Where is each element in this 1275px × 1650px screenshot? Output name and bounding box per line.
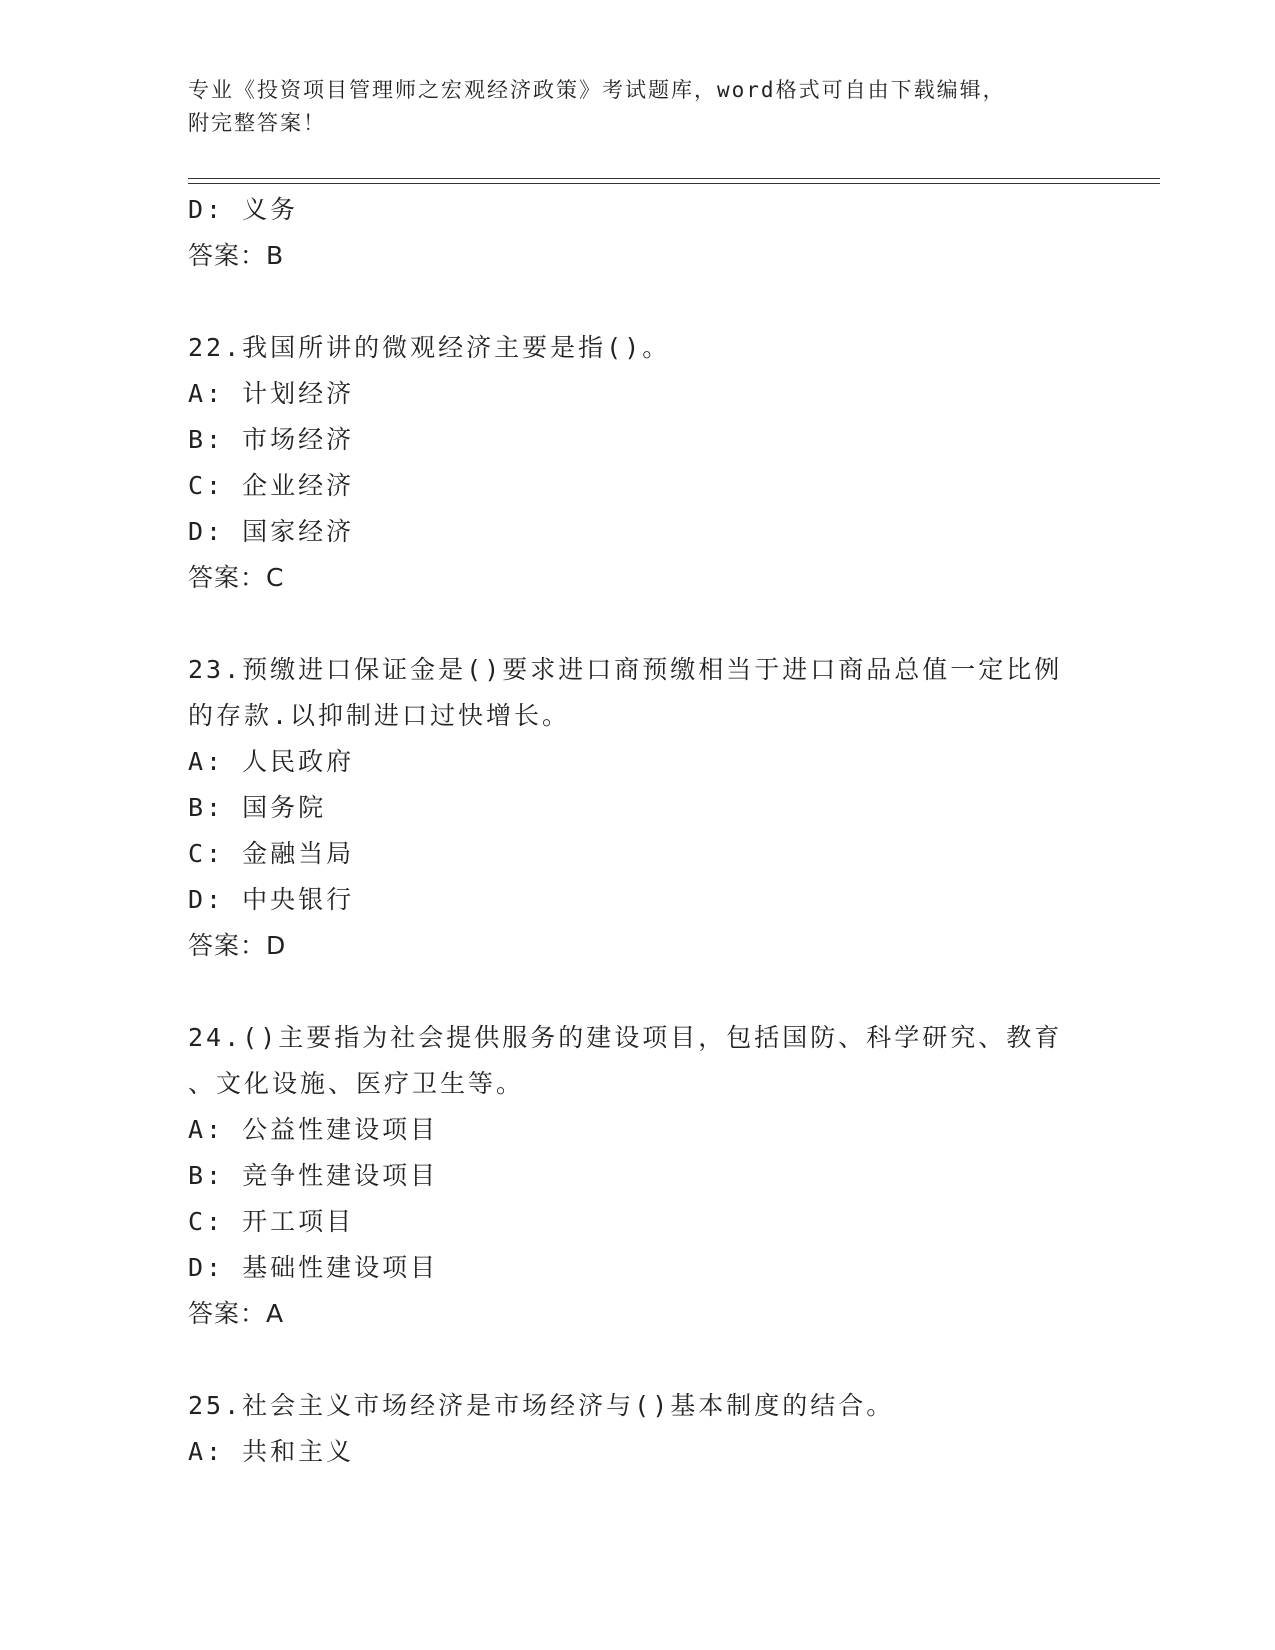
answer-line: 答案：C	[188, 563, 285, 592]
question-text-line-1: 23.预缴进口保证金是()要求进口商预缴相当于进口商品总值一定比例	[188, 655, 1063, 684]
option-c: C: 企业经济	[188, 471, 355, 500]
question-text: 25.社会主义市场经济是市场经济与()基本制度的结合。	[188, 1391, 895, 1420]
header-divider-bottom	[188, 183, 1160, 184]
option-d: D: 中央银行	[188, 885, 355, 914]
option-c: C: 金融当局	[188, 839, 355, 868]
answer-line: 答案：A	[188, 1299, 285, 1328]
option-d: D: 国家经济	[188, 517, 355, 546]
option-b: B: 竞争性建设项目	[188, 1161, 439, 1190]
header-line-1: 专业《投资项目管理师之宏观经济政策》考试题库，word格式可自由下载编辑，	[188, 78, 1006, 102]
option-c: C: 开工项目	[188, 1207, 355, 1236]
question-24	[188, 1015, 1088, 1337]
option-b: B: 国务院	[188, 793, 327, 822]
spacer	[188, 279, 1088, 325]
document-header	[188, 74, 1088, 140]
question-text-line-2: 的存款.以抑制进口过快增长。	[188, 701, 571, 730]
spacer	[188, 1337, 1088, 1383]
option-a: A: 公益性建设项目	[188, 1115, 439, 1144]
question-22	[188, 325, 1088, 601]
option-a: A: 计划经济	[188, 379, 355, 408]
question-list	[188, 187, 1088, 1475]
option-a: A: 共和主义	[188, 1437, 355, 1466]
option-d: D: 基础性建设项目	[188, 1253, 439, 1282]
question-23	[188, 647, 1088, 969]
header-line-2: 附完整答案！	[188, 111, 326, 135]
answer-line: 答案：B	[188, 241, 285, 270]
previous-question-tail	[188, 187, 1088, 279]
option-d: D: 义务	[188, 195, 299, 224]
header-divider-top	[188, 178, 1160, 179]
option-a: A: 人民政府	[188, 747, 355, 776]
option-b: B: 市场经济	[188, 425, 355, 454]
answer-line: 答案：D	[188, 931, 287, 960]
question-text: 22.我国所讲的微观经济主要是指()。	[188, 333, 671, 362]
question-25	[188, 1383, 1088, 1475]
question-text-line-1: 24.()主要指为社会提供服务的建设项目，包括国防、科学研究、教育	[188, 1023, 1063, 1052]
spacer	[188, 601, 1088, 647]
spacer	[188, 969, 1088, 1015]
question-text-line-2: 、文化设施、医疗卫生等。	[188, 1069, 525, 1098]
